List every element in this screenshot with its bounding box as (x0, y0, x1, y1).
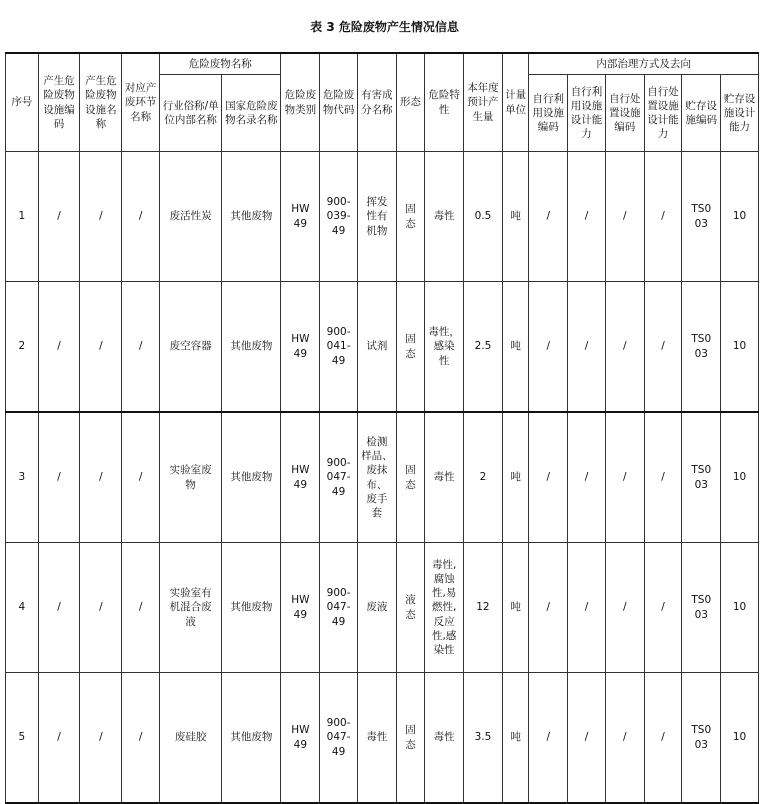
cell-facility-name: / (80, 543, 122, 673)
cell-self-use-code: / (529, 282, 568, 413)
cell-harmful: 检测 样品、 废抹 布、 废手 套 (357, 412, 396, 543)
header-category: 危险废物类别 (281, 53, 320, 152)
cell-self-dispose-cap: / (644, 282, 682, 413)
cell-self-use-cap: / (568, 282, 606, 413)
header-self-use-cap: 自行利用设施设计能力 (568, 75, 606, 152)
cell-harmful: 废液 (357, 543, 396, 673)
table-title: 表 3 危险废物产生情况信息 (310, 20, 459, 34)
header-facility-code: 产生危险废物设施编码 (38, 53, 80, 152)
cell-code: 900- 047- 49 (320, 673, 358, 804)
cell-industry-name: 废硅胶 (160, 673, 222, 804)
cell-facility-code: / (38, 412, 80, 543)
header-harmful: 有害成分名称 (357, 53, 396, 152)
cell-form: 固 态 (396, 282, 425, 413)
cell-property: 毒性, 腐蚀 性,易 燃性, 反应 性,感 染性 (425, 543, 464, 673)
header-self-dispose-cap: 自行处置设施设计能力 (644, 75, 682, 152)
cell-process-name: / (122, 152, 160, 282)
cell-form: 固 态 (396, 152, 425, 282)
cell-self-use-code: / (529, 673, 568, 804)
header-self-dispose-code: 自行处置设施编码 (605, 75, 644, 152)
cell-annual: 0.5 (464, 152, 503, 282)
cell-process-name: / (122, 412, 160, 543)
header-storage-code: 贮存设施编码 (682, 75, 721, 152)
cell-annual: 2 (464, 412, 503, 543)
cell-code: 900- 047- 49 (320, 412, 358, 543)
cell-category: HW 49 (281, 412, 320, 543)
cell-facility-code: / (38, 543, 80, 673)
cell-self-dispose-code: / (605, 152, 644, 282)
cell-storage-code: TS0 03 (682, 543, 721, 673)
cell-facility-name: / (80, 673, 122, 804)
header-self-use-code: 自行利用设施编码 (529, 75, 568, 152)
header-national-name: 国家危险废物名录名称 (222, 75, 281, 152)
cell-self-dispose-cap: / (644, 152, 682, 282)
cell-storage-cap: 10 (721, 282, 759, 413)
cell-harmful: 挥发 性有 机物 (357, 152, 396, 282)
header-form: 形态 (396, 53, 425, 152)
header-unit: 计量单位 (502, 53, 529, 152)
cell-annual: 3.5 (464, 673, 503, 804)
cell-self-dispose-cap: / (644, 543, 682, 673)
cell-industry-name: 实验室废 物 (160, 412, 222, 543)
cell-self-use-cap: / (568, 152, 606, 282)
header-storage-cap: 贮存设施设计能力 (721, 75, 759, 152)
header-property: 危险特性 (425, 53, 464, 152)
cell-national-name: 其他废物 (222, 282, 281, 413)
cell-facility-code: / (38, 152, 80, 282)
cell-unit: 吨 (502, 152, 529, 282)
table-row (6, 673, 759, 804)
cell-code: 900- 047- 49 (320, 543, 358, 673)
cell-national-name: 其他废物 (222, 412, 281, 543)
cell-form: 液 态 (396, 543, 425, 673)
cell-annual: 2.5 (464, 282, 503, 413)
cell-facility-code: / (38, 282, 80, 413)
header-facility-name: 产生危险废物设施名称 (80, 53, 122, 152)
header-code: 危险废物代码 (320, 53, 358, 152)
cell-seq: 4 (6, 543, 39, 673)
cell-harmful: 毒性 (357, 673, 396, 804)
cell-category: HW 49 (281, 152, 320, 282)
cell-storage-code: TS0 03 (682, 673, 721, 804)
cell-seq: 3 (6, 412, 39, 543)
cell-self-dispose-cap: / (644, 673, 682, 804)
cell-unit: 吨 (502, 282, 529, 413)
table-body (6, 152, 759, 804)
cell-unit: 吨 (502, 543, 529, 673)
cell-storage-code: TS0 03 (682, 152, 721, 282)
cell-form: 固 态 (396, 673, 425, 804)
cell-process-name: / (122, 673, 160, 804)
cell-industry-name: 实验室有 机混合废 液 (160, 543, 222, 673)
cell-storage-cap: 10 (721, 152, 759, 282)
cell-storage-cap: 10 (721, 543, 759, 673)
cell-code: 900- 041- 49 (320, 282, 358, 413)
cell-property: 毒性 (425, 152, 464, 282)
cell-self-use-cap: / (568, 543, 606, 673)
cell-category: HW 49 (281, 282, 320, 413)
cell-storage-code: TS0 03 (682, 282, 721, 413)
cell-storage-code: TS0 03 (682, 412, 721, 543)
table-row (6, 543, 759, 673)
cell-national-name: 其他废物 (222, 673, 281, 804)
cell-annual: 12 (464, 543, 503, 673)
cell-property: 毒性 (425, 412, 464, 543)
cell-seq: 5 (6, 673, 39, 804)
cell-self-dispose-code: / (605, 282, 644, 413)
hazardous-waste-table (5, 52, 759, 804)
table-row (6, 152, 759, 282)
header-seq: 序号 (6, 53, 39, 152)
table-row (6, 282, 759, 413)
cell-self-dispose-code: / (605, 412, 644, 543)
header-annual: 本年度预计产生量 (464, 53, 503, 152)
cell-national-name: 其他废物 (222, 543, 281, 673)
cell-seq: 1 (6, 152, 39, 282)
cell-process-name: / (122, 543, 160, 673)
cell-self-dispose-code: / (605, 673, 644, 804)
cell-storage-cap: 10 (721, 673, 759, 804)
header-industry-name: 行业俗称/单位内部名称 (160, 75, 222, 152)
cell-seq: 2 (6, 282, 39, 413)
cell-self-use-cap: / (568, 673, 606, 804)
cell-self-dispose-cap: / (644, 412, 682, 543)
cell-national-name: 其他废物 (222, 152, 281, 282)
cell-facility-name: / (80, 412, 122, 543)
header-internal-group: 内部治理方式及去向 (529, 53, 759, 75)
cell-code: 900- 039- 49 (320, 152, 358, 282)
table-row (6, 412, 759, 543)
cell-facility-name: / (80, 282, 122, 413)
cell-self-use-code: / (529, 543, 568, 673)
cell-self-dispose-code: / (605, 543, 644, 673)
cell-self-use-code: / (529, 152, 568, 282)
header-process-name: 对应产废环节名称 (122, 53, 160, 152)
cell-category: HW 49 (281, 673, 320, 804)
cell-facility-name: / (80, 152, 122, 282)
cell-property: 毒性， 感染 性 (425, 282, 464, 413)
cell-industry-name: 废活性炭 (160, 152, 222, 282)
cell-unit: 吨 (502, 673, 529, 804)
cell-category: HW 49 (281, 543, 320, 673)
cell-industry-name: 废空容器 (160, 282, 222, 413)
cell-process-name: / (122, 282, 160, 413)
cell-storage-cap: 10 (721, 412, 759, 543)
cell-form: 固 态 (396, 412, 425, 543)
header-waste-name-group: 危险废物名称 (160, 53, 281, 75)
cell-unit: 吨 (502, 412, 529, 543)
cell-property: 毒性 (425, 673, 464, 804)
cell-harmful: 试剂 (357, 282, 396, 413)
cell-self-use-code: / (529, 412, 568, 543)
cell-facility-code: / (38, 673, 80, 804)
cell-self-use-cap: / (568, 412, 606, 543)
